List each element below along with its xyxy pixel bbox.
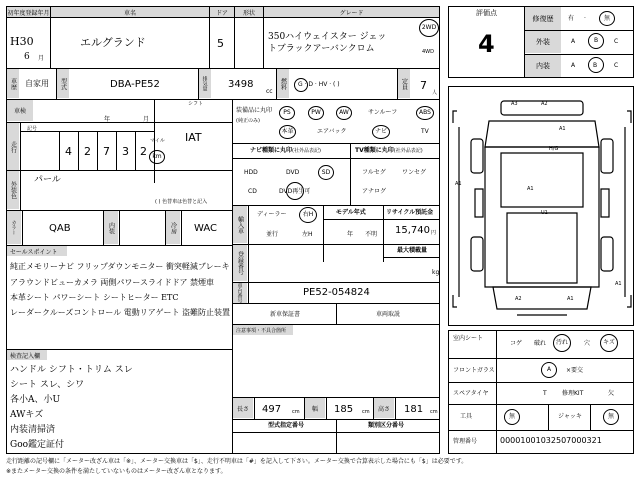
disp-unit: cc	[266, 88, 273, 95]
fuel-label: 燃料	[279, 77, 287, 90]
navi-hdd: HDD	[244, 169, 258, 176]
carname-label: 車名	[123, 9, 136, 17]
sales-line-4: レーダークルーズコントロール 電動リアゲート 盗難防止装置	[10, 308, 231, 317]
int-grade-b: B	[593, 62, 598, 69]
notes-label: 注意事項・不具合箇所	[236, 327, 287, 334]
recycle-label: リサイクル預託金	[386, 209, 434, 216]
check-line-3: 各小A、小U	[10, 395, 61, 405]
import-dealer: ディーラー	[257, 211, 287, 218]
height-header	[374, 398, 394, 418]
height-value: 181	[404, 404, 424, 415]
door-label: ドア	[216, 9, 228, 17]
length-header	[233, 398, 253, 418]
length-unit: cm	[292, 409, 300, 415]
ext-grade-b-circle	[588, 33, 604, 49]
use-value: 自家用	[25, 79, 49, 88]
sales-label: セールスポイント	[10, 248, 58, 256]
frame-label: 車台番号	[236, 283, 243, 303]
model-year-label: モデル年式	[336, 209, 366, 216]
length-label: 長さ	[236, 405, 249, 413]
check-label: 検査記入欄	[10, 352, 41, 360]
mark-a2-front: A2	[541, 101, 548, 107]
width-label: 幅	[311, 405, 318, 413]
drive-2wd: 2WD	[421, 24, 437, 31]
mileage-digit-2: 2	[84, 145, 91, 158]
recycle-unit: 円	[431, 230, 437, 236]
import-label: 輸入車	[236, 215, 244, 234]
inspect-header	[7, 100, 33, 121]
score-value: 4	[478, 30, 495, 58]
grade-label: グレード	[339, 9, 364, 17]
shift-value: IAT	[185, 131, 202, 144]
int-grade-label: 内装	[536, 62, 550, 70]
use-header	[7, 69, 19, 98]
mark-a3: A3	[511, 101, 518, 107]
check-line-4: AWキズ	[10, 410, 44, 420]
ext-grade-label: 外装	[536, 38, 550, 46]
cap-header	[398, 69, 410, 98]
score-header	[449, 7, 524, 18]
mileage-digit-1: 4	[65, 145, 72, 158]
check-line-1: ハンドル シフト・トリム スレ	[10, 365, 133, 375]
cabin-scratch: キズ	[600, 334, 618, 352]
frame-value: PE52-054824	[303, 287, 370, 298]
color-value: QAB	[49, 223, 71, 234]
equip-ps: PS	[279, 106, 295, 120]
car-diagram-frame	[448, 86, 634, 326]
cabin-label: 室内シート	[453, 335, 484, 342]
width-header	[305, 398, 325, 418]
tv-sub: (社外品表記)	[393, 148, 423, 154]
import-parallel: 並行	[266, 231, 279, 238]
width-unit: cm	[362, 409, 370, 415]
cabin-dirt: 汚れ	[553, 334, 571, 352]
type-number-label: 型式指定番号	[268, 422, 305, 429]
width-value: 185	[334, 404, 354, 415]
spare-label: スペアタイヤ	[453, 390, 489, 397]
ext-grade-a: A	[571, 38, 576, 45]
mark-u1: U1	[541, 210, 548, 216]
glass-a-circle	[541, 362, 557, 378]
repair-no-circle	[599, 11, 615, 26]
spare-t: T	[543, 390, 547, 397]
int-grade-c: C	[614, 62, 619, 69]
shape-header	[235, 7, 263, 17]
reg-header	[7, 7, 50, 17]
navi-sd: SD	[318, 165, 334, 180]
spare-kit: 修理KIT	[562, 390, 584, 397]
model-header	[57, 69, 69, 98]
cap-unit: 人	[432, 90, 438, 96]
mileage-km-circle	[149, 150, 165, 164]
repair-yes: 有	[568, 15, 575, 22]
exterior-note: ( ) 色替車は色替と記入	[155, 199, 208, 205]
fuel-value: G · D · HV · ( )	[298, 81, 340, 88]
mark-a1-hood: A1	[559, 126, 566, 132]
int-grade-header	[525, 55, 561, 77]
int-grade-a: A	[571, 62, 576, 69]
reg-month: 6	[24, 52, 30, 62]
check-header	[7, 350, 47, 360]
repair-no: 無	[603, 14, 610, 22]
grade-value: 350ハイウェイスター ジェットブラックアーバンクロム	[268, 32, 387, 54]
mark-a2-rear: A2	[515, 296, 522, 302]
mark-a1-rear: A1	[615, 281, 622, 287]
disp-label: 排気量	[201, 76, 208, 91]
equip-sub: (純正のみ)	[236, 118, 260, 124]
trim-header	[166, 211, 180, 244]
interior-header	[104, 211, 118, 244]
equip-label: 装備品に丸印	[236, 107, 273, 114]
import-header	[233, 206, 247, 243]
reg-era-year: H30	[10, 35, 34, 48]
exterior-header	[7, 171, 19, 209]
door-header	[210, 7, 234, 17]
shift-label: シフト	[188, 101, 204, 107]
grade-header	[264, 7, 439, 17]
drive-2wd-circle	[419, 19, 439, 37]
mileage-digit-3: 7	[103, 145, 110, 158]
frame-header	[233, 283, 247, 303]
manage-label: 管理番号	[453, 438, 478, 445]
check-line-6: Goo鑑定証付	[10, 440, 65, 450]
model-year-year: 年	[347, 231, 354, 238]
tv-header	[355, 148, 423, 154]
footer-line-2: ※またメーター交換の条件を満たしていないものはメーター改ざん車となります。	[6, 468, 227, 475]
equip-sunroof: サンルーフ	[368, 109, 398, 116]
glass-replace: ×要交	[566, 367, 584, 374]
mark-hg: H/G	[549, 146, 559, 152]
glass-a: A	[546, 366, 552, 373]
height-label: 高さ	[377, 405, 390, 413]
tools-label: 工具	[460, 413, 473, 420]
class-number-label: 類別区分番号	[368, 422, 405, 429]
regno-label: 登録番号	[236, 251, 244, 275]
notes-header	[233, 325, 293, 335]
navi-dvd-play: DVD再生可	[279, 188, 311, 195]
navi-header	[250, 148, 321, 154]
color-label: カラー	[10, 220, 17, 235]
height-unit: cm	[430, 409, 438, 415]
color-header	[7, 211, 21, 244]
fuel-header	[277, 69, 289, 98]
navi-dvd: DVD	[286, 169, 300, 176]
trim-value: WAC	[194, 223, 217, 234]
use-label: 車歴	[9, 77, 17, 90]
equip-navi: ナビ	[372, 125, 390, 139]
mileage-label: 走行	[9, 140, 17, 153]
handle-right: 右H	[302, 211, 314, 218]
check-line-5: 内装清掃済	[10, 425, 56, 435]
equip-aw: AW	[336, 106, 352, 120]
jack-none: 無	[603, 409, 619, 425]
model-value: DBA-PE52	[110, 79, 160, 90]
repair-label: 修復歴	[532, 14, 554, 23]
sales-header	[7, 246, 67, 256]
shape-label: 形状	[242, 9, 255, 17]
equip-leather: 本革	[279, 125, 296, 139]
carname-header	[51, 7, 209, 17]
navi-cd: CD	[248, 188, 257, 195]
cap-label: 定員	[400, 77, 408, 90]
equip-airbag: エアバック	[317, 128, 347, 135]
mileage-mile: マイル	[150, 138, 165, 144]
reg-label: 初年度登録年月	[7, 9, 50, 17]
repair-dot: ·	[584, 15, 586, 22]
manage-value: 00001001032507000321	[500, 436, 602, 445]
mileage-unit: km	[152, 153, 162, 160]
handle-left: 左H	[302, 231, 313, 238]
manual-label: 車両取説	[376, 311, 401, 318]
ext-grade-header	[525, 31, 561, 53]
jack-label: ジャッキ	[558, 413, 582, 420]
sales-line-3: 本革シート パワーシート シートヒーター ETC	[10, 293, 179, 302]
regno-header	[233, 245, 247, 281]
tv-analog: アナログ	[362, 188, 387, 195]
exterior-value: パール	[34, 175, 61, 185]
glass-label: フロントガラス	[453, 367, 495, 374]
cabin-burn: コゲ	[510, 340, 523, 347]
check-line-2: シート スレ、シワ	[10, 380, 85, 390]
equip-abs: ABS	[416, 106, 434, 120]
interior-label: 内装	[107, 221, 115, 234]
int-grade-c-circle	[588, 57, 604, 73]
inspect-label: 車検	[13, 108, 26, 115]
mileage-sub: 記号	[27, 126, 38, 132]
equip-tv: TV	[421, 128, 429, 135]
sales-line-1: 純正メモリーナビ フリップダウンモニター 衝突軽減ブレーキ	[10, 262, 230, 271]
model-year-unknown: 不明	[365, 231, 378, 238]
model-label: 型式	[59, 77, 67, 90]
tv-fullseg: フルセグ	[362, 169, 386, 176]
trim-label: 冷房	[169, 221, 177, 234]
navi-sub: (社外品表記)	[292, 148, 321, 154]
inspect-year: 年	[104, 116, 111, 123]
ext-grade-b: B	[593, 37, 599, 44]
repair-header	[525, 7, 561, 30]
equip-header	[233, 100, 275, 136]
reg-month-unit: 月	[38, 55, 45, 62]
spare-none: 欠	[608, 390, 615, 397]
mileage-digit-5: 2	[140, 145, 147, 158]
tv-oneseg: ワンセグ	[402, 169, 427, 176]
mark-a1-side: A1	[455, 181, 462, 187]
car-diagram-icon	[449, 87, 635, 327]
ext-grade-c: C	[614, 38, 619, 45]
mark-a1-bumper: A1	[567, 296, 574, 302]
disp-value: 3498	[228, 79, 254, 90]
score-label: 評価点	[476, 8, 497, 17]
tv-label: TV種類に丸印	[355, 147, 394, 154]
cap-value: 7	[420, 79, 427, 92]
inspect-month: 月	[143, 116, 150, 123]
drive-4wd: 4WD	[422, 49, 434, 55]
sales-line-2: アラウンドビューカメラ 両側パワースライドドア 禁煙車	[10, 278, 215, 287]
car-name: エルグランド	[80, 36, 146, 49]
equip-pw: PW	[308, 106, 324, 120]
mileage-header	[7, 123, 19, 170]
recycle-value: 15,740	[395, 225, 430, 236]
tools-none: 無	[504, 409, 520, 425]
cabin-hole: 穴	[584, 340, 591, 347]
door-count: 5	[217, 37, 224, 50]
mark-a1-roof: A1	[527, 186, 534, 192]
footer-line-1: 走行距離の記号欄に「メーター改ざん車は「※」、メーター交換車は「$」、走行不明車は「#」を記入して下さい。メーター交換で合算表示した場合にも「$」は必要です。	[6, 458, 468, 465]
exterior-label: 外装色	[9, 181, 17, 199]
navi-label: ナビ種類に丸印	[250, 147, 293, 154]
cabin-tear: 破れ	[534, 340, 547, 347]
new-warranty-label: 新車保証書	[270, 311, 301, 318]
max-load-unit: kg	[432, 269, 440, 276]
handle-right-circle	[299, 207, 317, 223]
length-value: 497	[262, 404, 282, 415]
disp-header	[199, 69, 211, 98]
mileage-digit-4: 3	[122, 145, 129, 158]
max-load-label: 最大積載量	[397, 247, 428, 254]
